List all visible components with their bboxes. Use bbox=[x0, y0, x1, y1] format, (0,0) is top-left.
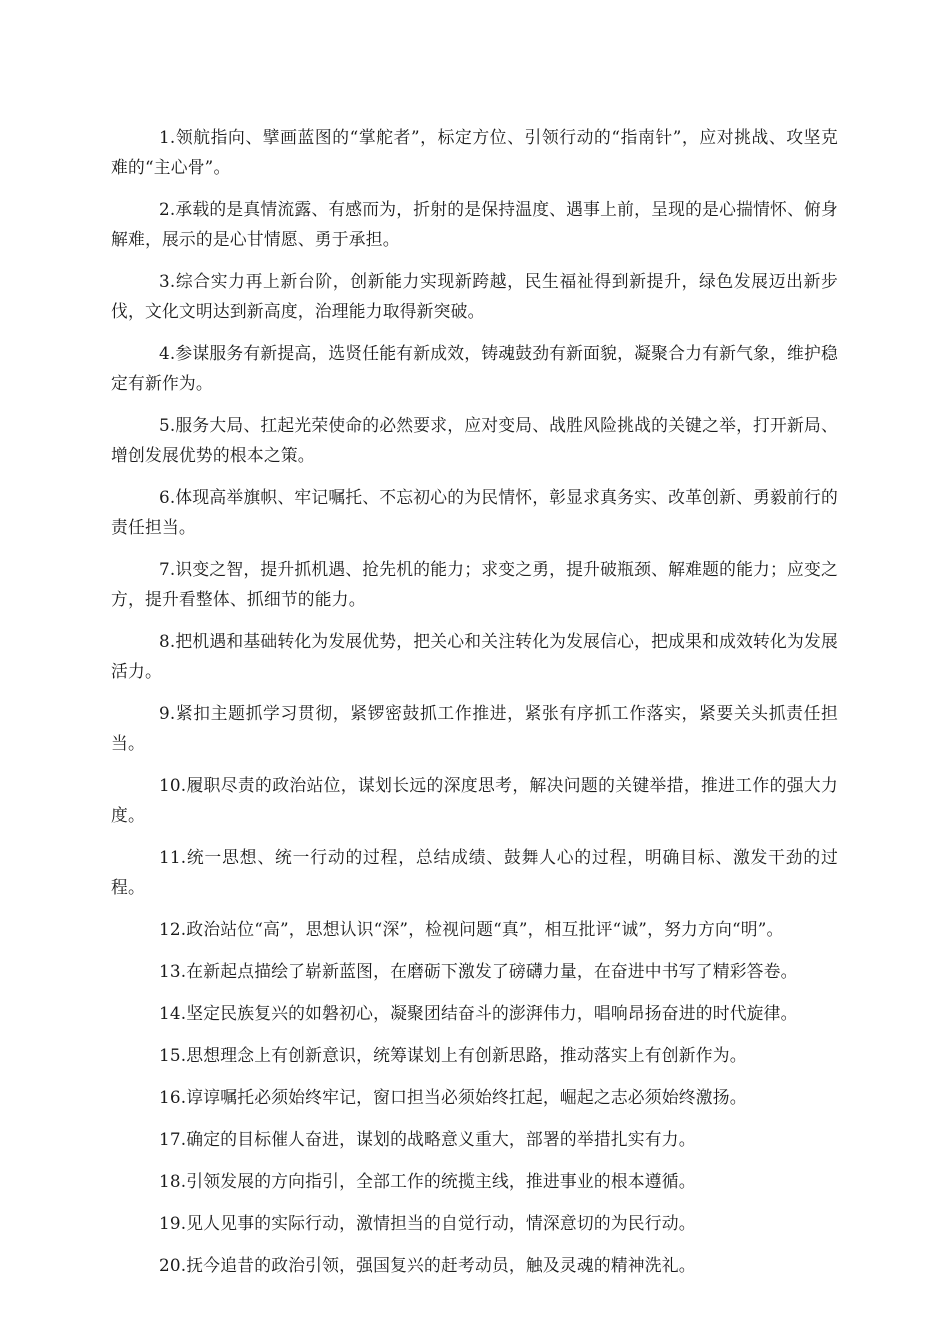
paragraph-2: 2.承载的是真情流露、有感而为，折射的是保持温度、遇事上前，呈现的是心揣情怀、俯身解难，展示的是心甘情愿、勇于承担。 bbox=[111, 199, 838, 249]
paragraph-10: 10.履职尽责的政治站位，谋划长远的深度思考，解决问题的关键举措，推进工作的强大力度。 bbox=[111, 775, 838, 825]
document-body bbox=[111, 122, 838, 1292]
paragraph-19: 19.见人见事的实际行动，激情担当的自觉行动，情深意切的为民行动。 bbox=[159, 1213, 696, 1233]
paragraph-20: 20.抚今追昔的政治引领，强国复兴的赶考动员，触及灵魂的精神洗礼。 bbox=[159, 1255, 696, 1275]
paragraph-5: 5.服务大局、扛起光荣使命的必然要求，应对变局、战胜风险挑战的关键之举，打开新局、增创发展优势的根本之策。 bbox=[111, 415, 838, 465]
paragraph-12: 12.政治站位“高”，思想认识“深”，检视问题“真”，相互批评“诚”，努力方向“明”。 bbox=[159, 919, 784, 939]
paragraph-8: 8.把机遇和基础转化为发展优势，把关心和关注转化为发展信心，把成果和成效转化为发展活力。 bbox=[111, 631, 838, 681]
paragraph-16: 16.谆谆嘱托必须始终牢记，窗口担当必须始终扛起，崛起之志必须始终激扬。 bbox=[159, 1087, 747, 1107]
paragraph-18: 18.引领发展的方向指引，全部工作的统揽主线，推进事业的根本遵循。 bbox=[159, 1171, 696, 1191]
paragraph-13: 13.在新起点描绘了崭新蓝图，在磨砺下激发了磅礴力量，在奋进中书写了精彩答卷。 bbox=[159, 961, 798, 981]
paragraph-14: 14.坚定民族复兴的如磐初心，凝聚团结奋斗的澎湃伟力，唱响昂扬奋进的时代旋律。 bbox=[159, 1003, 798, 1023]
paragraph-1: 1.领航指向、擘画蓝图的“掌舵者”，标定方位、引领行动的“指南针”，应对挑战、攻坚克难的“主心骨”。 bbox=[111, 127, 838, 177]
paragraph-7: 7.识变之智，提升抓机遇、抢先机的能力；求变之勇，提升破瓶颈、解难题的能力；应变之方，提升看整体、抓细节的能力。 bbox=[111, 559, 838, 609]
paragraph-4: 4.参谋服务有新提高，选贤任能有新成效，铸魂鼓劲有新面貌，凝聚合力有新气象，维护稳定有新作为。 bbox=[111, 343, 838, 393]
paragraph-11: 11.统一思想、统一行动的过程，总结成绩、鼓舞人心的过程，明确目标、激发干劲的过程。 bbox=[111, 847, 838, 897]
paragraph-15: 15.思想理念上有创新意识，统筹谋划上有创新思路，推动落实上有创新作为。 bbox=[159, 1045, 747, 1065]
paragraph-9: 9.紧扣主题抓学习贯彻，紧锣密鼓抓工作推进，紧张有序抓工作落实，紧要关头抓责任担当。 bbox=[111, 703, 838, 753]
paragraph-17: 17.确定的目标催人奋进，谋划的战略意义重大，部署的举措扎实有力。 bbox=[159, 1129, 696, 1149]
paragraph-3: 3.综合实力再上新台阶，创新能力实现新跨越，民生福祉得到新提升，绿色发展迈出新步伐，文化文明达到新高度，治理能力取得新突破。 bbox=[111, 271, 838, 321]
paragraph-6: 6.体现高举旗帜、牢记嘱托、不忘初心的为民情怀，彰显求真务实、改革创新、勇毅前行的责任担当。 bbox=[111, 487, 838, 537]
